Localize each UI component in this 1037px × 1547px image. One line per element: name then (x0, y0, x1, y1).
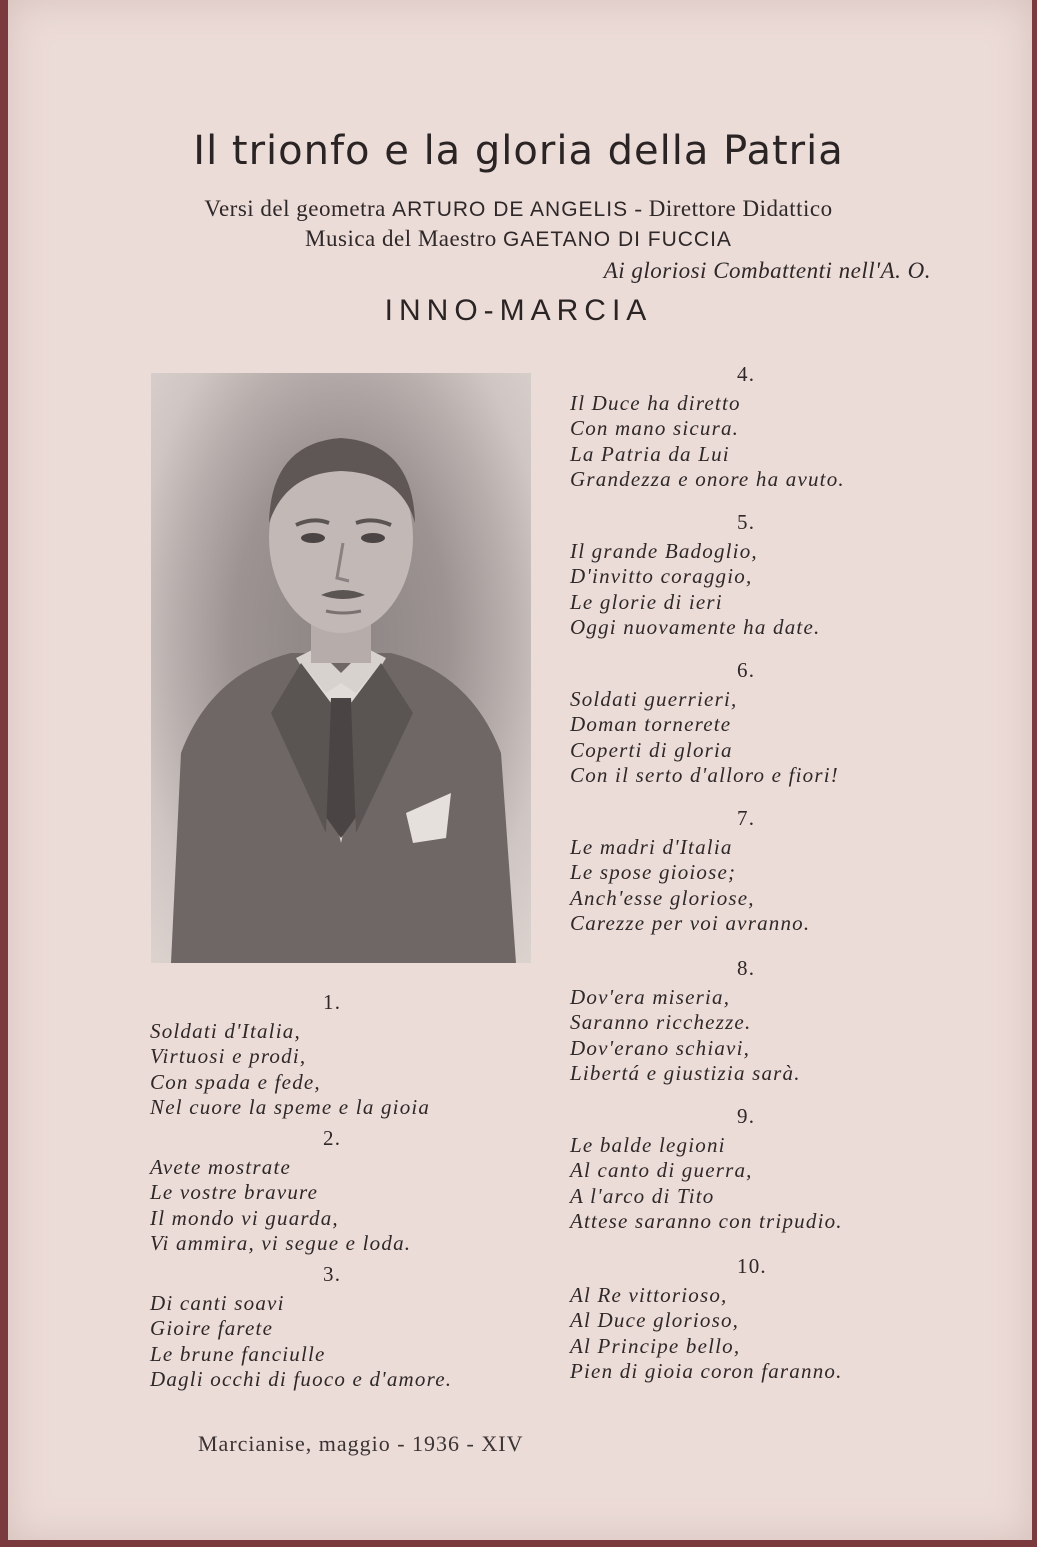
lyricist-credit (0, 196, 1037, 222)
stanza-number: 8. (737, 956, 756, 980)
stanza-number: 10. (737, 1254, 767, 1278)
portrait-figure (151, 373, 531, 963)
page-title: Il trionfo e la gloria della Patria (193, 128, 844, 174)
stanza-2 (150, 1126, 530, 1257)
stanza-7 (570, 806, 930, 937)
stanza-6 (570, 658, 930, 789)
stanza-line: Attese saranno con tripudio. (570, 1209, 843, 1233)
stanza-line: Coperti di gloria (570, 737, 733, 762)
composer-prefix: Musica del Maestro (305, 226, 497, 251)
stanza-number: 3. (323, 1262, 342, 1286)
dedication: Ai gloriosi Combattenti nell'A. O. (603, 258, 931, 283)
stanza-4 (570, 362, 930, 493)
lyricist-prefix: Versi del geometra (204, 196, 386, 221)
stanza-number: 6. (737, 658, 756, 682)
stanza-line: Anch'esse gloriose, (570, 885, 755, 910)
stanza-9 (570, 1104, 930, 1235)
stanza-line: Al Re vittorioso, (570, 1282, 728, 1307)
stanza-line: Con il serto d'alloro e fiori! (570, 763, 839, 787)
composer-credit (0, 226, 1037, 252)
stanza-number: 4. (737, 362, 756, 386)
stanza-line: Dov'erano schiavi, (570, 1035, 751, 1060)
stanza-line: Carezze per voi avranno. (570, 911, 811, 935)
composer-name: GAETANO DI FUCCIA (502, 228, 732, 251)
stanza-line: Le madri d'Italia (570, 834, 733, 859)
stanza-8 (570, 956, 930, 1087)
lyricist-role: - Direttore Didattico (634, 196, 833, 221)
stanza-line: Libertá e giustizia sarà. (570, 1061, 801, 1085)
stanza-line: Virtuosi e prodi, (150, 1044, 307, 1068)
stanza-line: Doman tornerete (570, 712, 732, 736)
stanza-line: Le brune fanciulle (150, 1341, 326, 1366)
stanza-line: Vi ammira, vi segue e loda. (150, 1231, 412, 1255)
stanza-line: Avete mostrate (150, 1154, 292, 1179)
stanza-line: Il mondo vi guarda, (150, 1205, 339, 1230)
left-eye (301, 533, 325, 543)
place-date-footer: Marcianise, maggio - 1936 - XIV (198, 1431, 524, 1456)
stanza-line: Nel cuore la speme e la gioia (150, 1095, 431, 1119)
stanza-line: Con spada e fede, (150, 1069, 321, 1094)
lyricist-name: ARTURO DE ANGELIS (392, 198, 629, 221)
stanza-number: 5. (737, 510, 756, 534)
stanza-line: La Patria da Lui (570, 441, 730, 466)
stanza-line: Soldati d'Italia, (150, 1018, 301, 1043)
stanza-line: Le spose gioiose; (570, 860, 737, 884)
stanza-3 (150, 1262, 530, 1393)
stanza-line: Oggi nuovamente ha date. (570, 615, 821, 639)
stanza-number: 9. (737, 1104, 756, 1128)
stanza-line: Dov'era miseria, (570, 984, 731, 1009)
stanza-line: Grandezza e onore ha avuto. (570, 467, 845, 491)
stanza-number: 7. (737, 806, 756, 830)
stanza-line: Il grande Badoglio, (570, 538, 758, 563)
stanza-line: Il Duce ha diretto (570, 390, 741, 415)
stanza-number: 2. (323, 1126, 342, 1150)
stanza-line: Pien di gioia coron faranno. (570, 1359, 843, 1383)
stanza-line: Le vostre bravure (150, 1180, 319, 1204)
stanza-line: Al canto di guerra, (570, 1158, 753, 1182)
stanza-line: Al Duce glorioso, (570, 1308, 740, 1332)
right-eye (361, 533, 385, 543)
portrait-photo (151, 373, 531, 963)
stanza-line: Saranno ricchezze. (570, 1010, 752, 1034)
stanza-line: Le glorie di ieri (570, 589, 723, 614)
stanza-line: Di canti soavi (150, 1290, 285, 1315)
stanza-1 (150, 990, 530, 1121)
stanza-line: Soldati guerrieri, (570, 686, 738, 711)
stanza-10 (570, 1254, 930, 1385)
stanza-line: A l'arco di Tito (570, 1183, 715, 1208)
stanza-line: Al Principe bello, (570, 1333, 741, 1358)
stanza-line: Dagli occhi di fuoco e d'amore. (150, 1367, 453, 1391)
stanza-line: Gioire farete (150, 1316, 274, 1340)
stanza-line: D'invitto coraggio, (570, 564, 753, 588)
stanza-line: Le balde legioni (570, 1132, 726, 1157)
stanza-line: Con mano sicura. (570, 416, 740, 440)
stanza-number: 1. (323, 990, 342, 1014)
stanza-5 (570, 510, 930, 641)
subtitle: INNO-MARCIA (384, 294, 653, 327)
